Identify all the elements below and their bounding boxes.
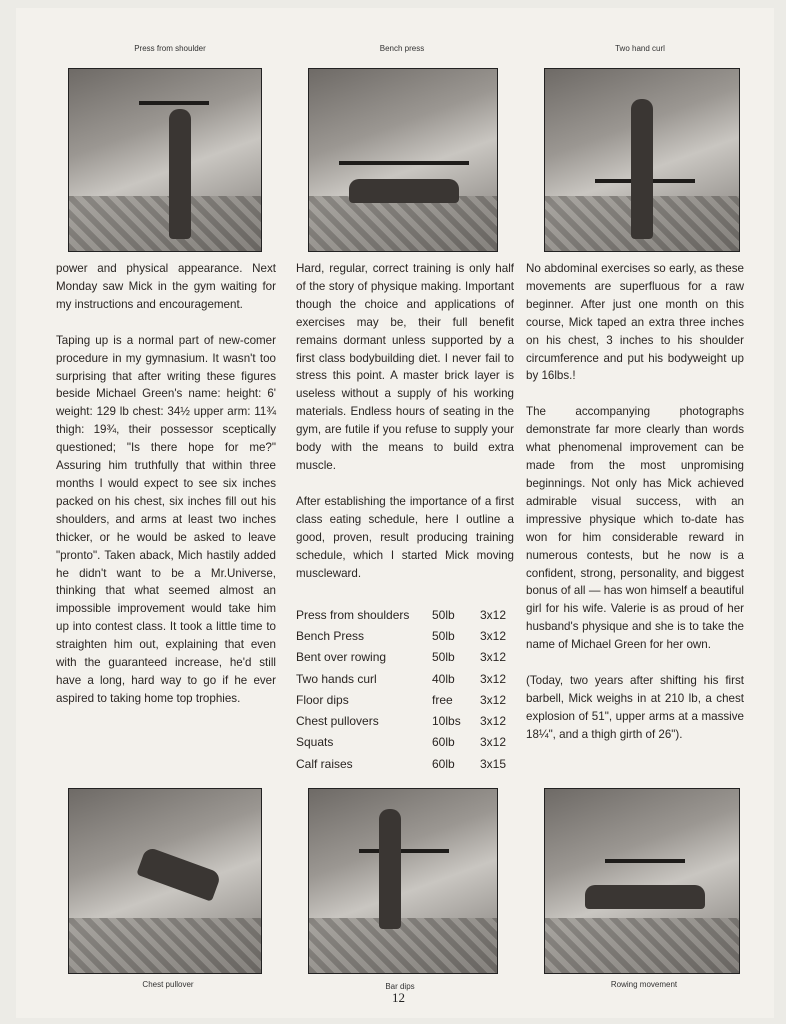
schedule-exercise: Press from shoulders	[296, 607, 410, 622]
caption-bench-press: Bench press	[379, 44, 425, 53]
schedule-sets: 3x15	[480, 756, 507, 771]
schedule-exercise: Chest pullovers	[296, 714, 379, 729]
page-number: 12	[392, 990, 405, 1005]
schedule-row	[296, 689, 520, 710]
schedule-sets: 3x12	[480, 692, 507, 707]
schedule-sets: 3x12	[480, 628, 507, 643]
training-schedule-table	[296, 604, 520, 774]
photo-chest-pullover	[68, 788, 262, 974]
col3-paragraph-1: No abdominal exercises so early, as these movements are superfluous for a raw beginner. After just one month on this course, Mick taped an extra three inches on his chest, 3 inches to his shoulder circumference and put his bodyweight up by 16lbs.!	[526, 262, 744, 383]
photo-press-from-shoulder	[68, 68, 262, 252]
caption-two-hand-curl: Two hand curl	[615, 44, 665, 53]
schedule-exercise: Calf raises	[296, 756, 353, 771]
photo-bench-press	[308, 68, 498, 252]
col2-paragraph-1: Hard, regular, correct training is only half of the story of physique making. Important though the choice and applications of exercises may be, their full benefit remains dormant unless supported by a first class bodybuilding diet. I never fail to stress this point. A master brick layer is useless without a supply of his working materials. Endless hours of seating in the gym, are futile if you refuse to supply your body with the means to build extra muscle.	[296, 262, 514, 472]
schedule-weight: free	[432, 692, 453, 707]
schedule-weight: 50lb	[432, 607, 455, 622]
schedule-weight: 60lb	[432, 756, 455, 771]
schedule-sets: 3x12	[480, 671, 507, 686]
schedule-row	[296, 710, 520, 731]
schedule-sets: 3x12	[480, 735, 507, 750]
schedule-exercise: Two hands curl	[296, 671, 377, 686]
caption-rowing-movement: Rowing movement	[610, 980, 678, 989]
photo-bar-dips	[308, 788, 498, 974]
caption-press-from-shoulder: Press from shoulder	[134, 44, 206, 53]
column-center	[296, 260, 514, 600]
schedule-row	[296, 604, 520, 625]
schedule-row	[296, 668, 520, 689]
photo-two-hand-curl	[544, 68, 740, 252]
schedule-weight: 40lb	[432, 671, 455, 686]
schedule-sets: 3x12	[480, 714, 507, 729]
caption-bar-dips: Bar dips	[385, 982, 415, 991]
schedule-row	[296, 732, 520, 753]
schedule-weight: 50lb	[432, 628, 455, 643]
schedule-row	[296, 625, 520, 646]
column-right	[526, 260, 744, 762]
schedule-exercise: Squats	[296, 735, 334, 750]
schedule-weight: 50lb	[432, 650, 455, 665]
col1-paragraph-2: Taping up is a normal part of new-comer procedure in my gymnasium. It wasn't too surprising that after writing these figures beside Michael Green's name: height: 6' weight: 129 lb chest: 34½ upper arm: 11¾ thigh: 19¾, their possessor sceptically questioned; "Is there hope for me?" Assuring him truthfully that within three months I would expect to see six inches packed on his chest, six inches fill out his shoulders, and arms at least two inches thicker, or he would be asked to leave "pronto". Taken aback, Mich hastily added he didn't want to be a Mr.Universe, thinking that what seemed almost an impossible improvement would take him up into contest class. It took a little time to straighten him out, explaining that even with the guaranteed increase, he'd still have a long, hard way to go if he ever aspired to taking home top trophies.	[56, 333, 276, 705]
schedule-weight: 60lb	[432, 735, 455, 750]
photo-rowing-movement	[544, 788, 740, 974]
col3-paragraph-3: (Today, two years after shifting his first barbell, Mick weighs in at 210 lb, a chest explosion of 51", upper arms at a massive 18¼", and a thigh girth of 26").	[526, 674, 744, 741]
col2-paragraph-2: After establishing the importance of a first class eating schedule, here I outline a good, proven, result producing training schedule, which I started Mick moving muscleward.	[296, 494, 514, 580]
schedule-sets: 3x12	[480, 607, 507, 622]
col3-paragraph-2: The accompanying photographs demonstrate far more clearly than words what phenomenal improvement can be made from the most unpromising beginnings. Not only has Mick achieved admirable visual success, with an impressive physique which to-date has won for him considerable reward in numerous contests, but he now is a confident, strong, personality, and biggest bonus of all — has won himself a beautiful girl for his wife. Valerie is as proud of her husband's physique and she is to take the name of Michael Green for her own.	[526, 405, 744, 652]
column-left	[56, 260, 276, 726]
schedule-row	[296, 647, 520, 668]
schedule-row	[296, 753, 520, 774]
col1-paragraph-1: power and physical appearance. Next Monday saw Mick in the gym waiting for my instructions and encouragement.	[56, 262, 276, 311]
schedule-sets: 3x12	[480, 650, 507, 665]
schedule-exercise: Bench Press	[296, 628, 365, 643]
schedule-weight: 10lbs	[432, 714, 461, 729]
schedule-exercise: Floor dips	[296, 692, 349, 707]
schedule-exercise: Bent over rowing	[296, 650, 387, 665]
caption-chest-pullover: Chest pullover	[142, 980, 194, 989]
